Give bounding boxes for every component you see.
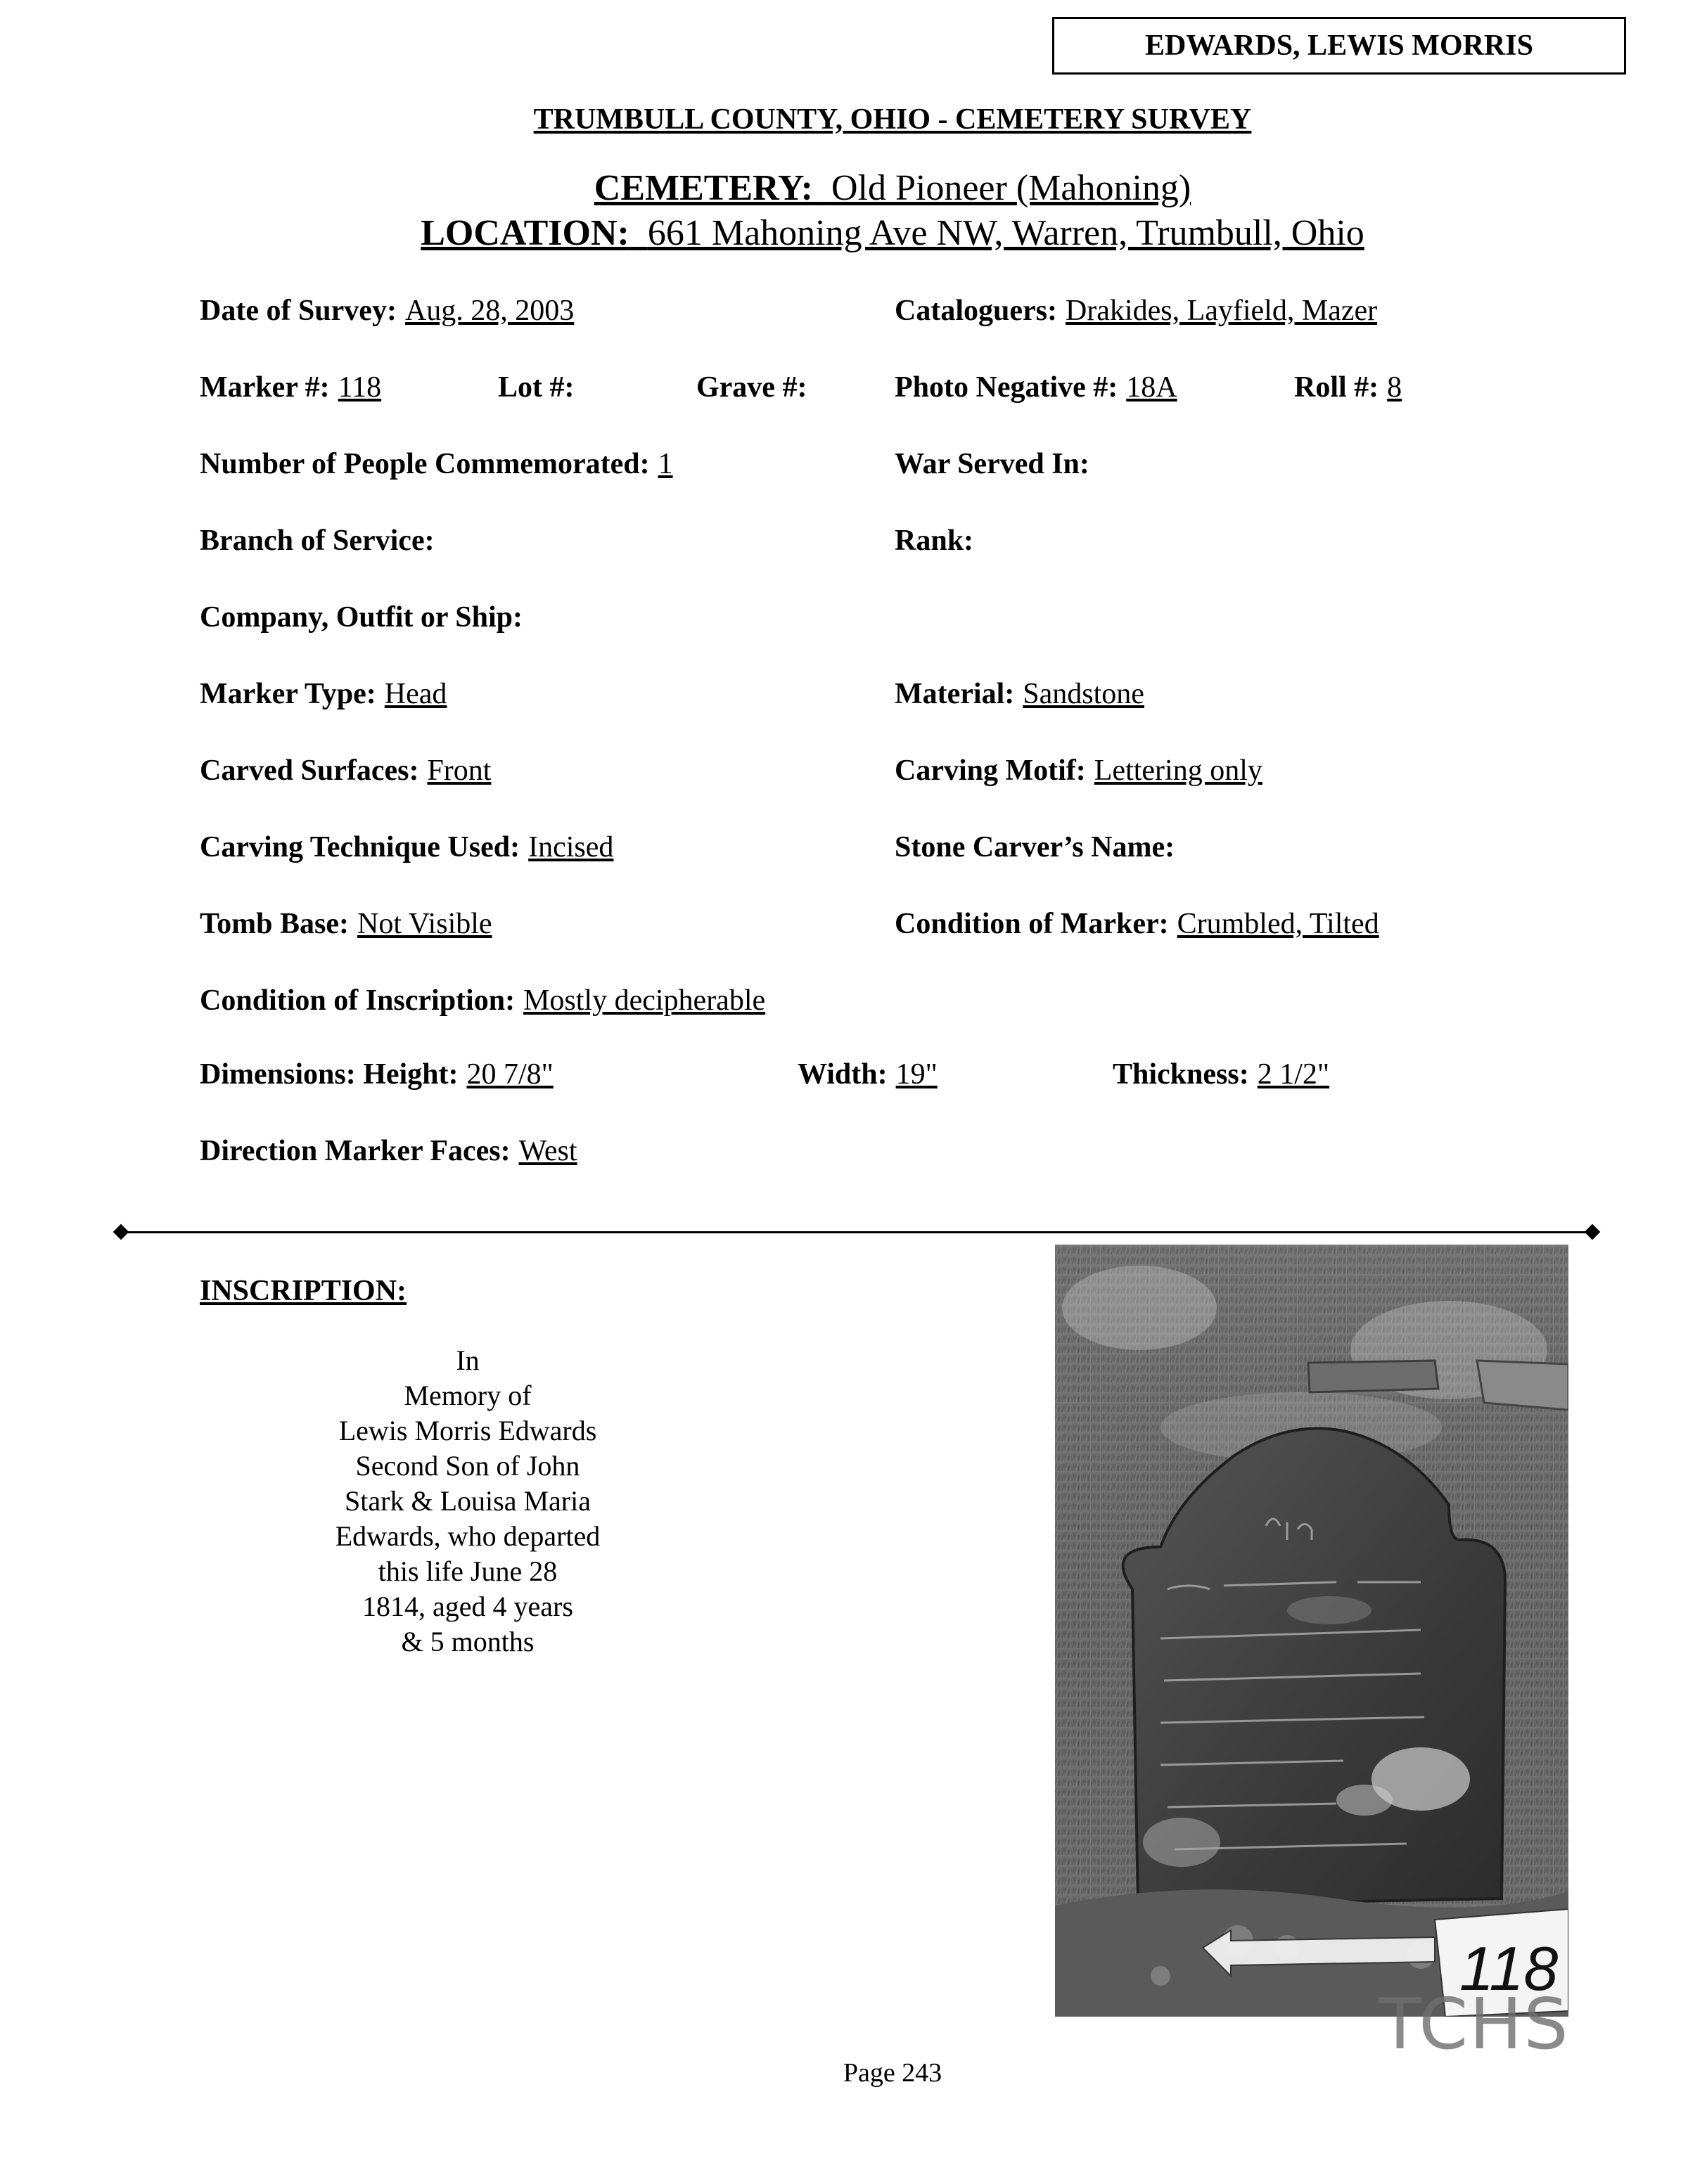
field-branch-of-service [200,524,443,558]
condition-of-marker-label: Condition of Marker: [895,908,1169,940]
carving-technique-value: Incised [528,831,614,863]
inscription-line: In [456,1344,480,1376]
inscription-line: Stark & Louisa Maria [345,1485,591,1517]
section-divider [120,1231,1591,1233]
people-commemorated-label: Number of People Commemorated: [200,448,650,480]
cataloguers-label: Cataloguers: [895,295,1057,327]
name-box: EDWARDS, LEWIS MORRIS [1052,17,1626,75]
cemetery-value: Old Pioneer (Mahoning) [831,168,1191,208]
condition-of-marker-value: Crumbled, Tilted [1177,908,1379,940]
page-number: Page 243 [843,2058,942,2088]
field-carved-surfaces [200,754,491,788]
inscription-line: 1814, aged 4 years [362,1591,573,1622]
field-people-commemorated [200,447,673,481]
field-marker-number [200,371,381,404]
field-cataloguers [895,294,1377,328]
tomb-base-value: Not Visible [357,908,492,940]
thickness-label: Thickness: [1113,1058,1249,1091]
field-marker-type [200,677,447,711]
field-dimensions-height [200,1058,554,1091]
marker-number-label: Marker #: [200,371,330,404]
photo-negative-label: Photo Negative #: [895,371,1118,404]
field-company [200,600,531,634]
inscription-line: Second Son of John [355,1450,580,1482]
dimensions-height-label: Dimensions: Height: [200,1058,459,1091]
material-label: Material: [895,678,1015,710]
field-direction [200,1134,577,1168]
field-condition-of-inscription [200,984,765,1017]
dimensions-height-value: 20 7/8" [466,1058,554,1091]
gravestone-photo [1055,1245,1568,2017]
grave-number-label: Grave #: [696,371,807,404]
marker-type-label: Marker Type: [200,678,376,710]
field-lot-number [498,371,583,404]
carved-surfaces-label: Carved Surfaces: [200,754,419,787]
tomb-base-label: Tomb Base: [200,908,349,940]
field-rank [895,524,982,558]
roll-number-label: Roll #: [1294,371,1379,404]
width-value: 19" [895,1058,938,1091]
field-war-served-in [895,447,1098,481]
photo-negative-value: 18A [1126,371,1177,404]
war-served-in-label: War Served In: [895,448,1089,480]
direction-value: West [518,1135,577,1167]
cemetery-label: CEMETERY: [594,168,813,208]
inscription-line: this life June 28 [378,1555,558,1587]
survey-title: TRUMBULL COUNTY, OHIO - CEMETERY SURVEY [533,103,1252,136]
material-value: Sandstone [1023,678,1144,710]
condition-of-inscription-label: Condition of Inscription: [200,984,516,1017]
inscription-line: Lewis Morris Edwards [338,1415,597,1446]
rank-label: Rank: [895,525,974,557]
condition-of-inscription-value: Mostly decipherable [523,984,766,1017]
field-carving-technique [200,830,613,864]
roll-number-value: 8 [1387,371,1402,404]
thickness-value: 2 1/2" [1257,1058,1330,1091]
field-roll-number [1294,371,1402,404]
gravestone-photo-graphic [1055,1245,1568,2017]
field-thickness [1113,1058,1329,1091]
inscription-text [281,1343,654,1659]
field-stone-carver [895,830,1183,864]
tchs-watermark: TCHS [1379,1983,1570,2065]
location-value: 661 Mahoning Ave NW, Warren, Trumbull, Ohio [647,213,1364,253]
divider-left-diamond [113,1224,129,1240]
inscription-heading: INSCRIPTION: [200,1275,407,1307]
inscription-line: Edwards, who departed [335,1520,601,1552]
carved-surfaces-value: Front [427,754,492,787]
carving-motif-label: Carving Motif: [895,754,1086,787]
carving-technique-label: Carving Technique Used: [200,831,520,863]
marker-type-value: Head [384,678,447,710]
inscription-line: & 5 months [401,1626,535,1657]
branch-of-service-label: Branch of Service: [200,525,435,557]
photo-card-number: 118 [1459,1934,1559,2003]
people-commemorated-value: 1 [658,448,673,480]
field-material [895,677,1144,711]
field-condition-of-marker [895,907,1379,941]
date-of-survey-value: Aug. 28, 2003 [404,295,575,327]
lot-number-label: Lot #: [498,371,575,404]
date-of-survey-label: Date of Survey: [200,295,397,327]
stone-carver-label: Stone Carver’s Name: [895,831,1175,863]
marker-number-value: 118 [338,371,382,404]
field-carving-motif [895,754,1262,788]
field-tomb-base [200,907,492,941]
field-grave-number [696,371,815,404]
location-line [0,212,1688,254]
field-date-of-survey [200,294,574,328]
carving-motif-value: Lettering only [1094,754,1262,787]
cemetery-line [0,167,1688,209]
divider-right-diamond [1585,1224,1601,1240]
location-label: LOCATION: [421,213,629,253]
field-width [798,1058,938,1091]
direction-label: Direction Marker Faces: [200,1135,511,1167]
width-label: Width: [798,1058,888,1091]
cataloguers-value: Drakides, Layfield, Mazer [1065,295,1378,327]
company-label: Company, Outfit or Ship: [200,601,523,634]
inscription-line: Memory of [404,1380,532,1411]
field-photo-negative [895,371,1177,404]
